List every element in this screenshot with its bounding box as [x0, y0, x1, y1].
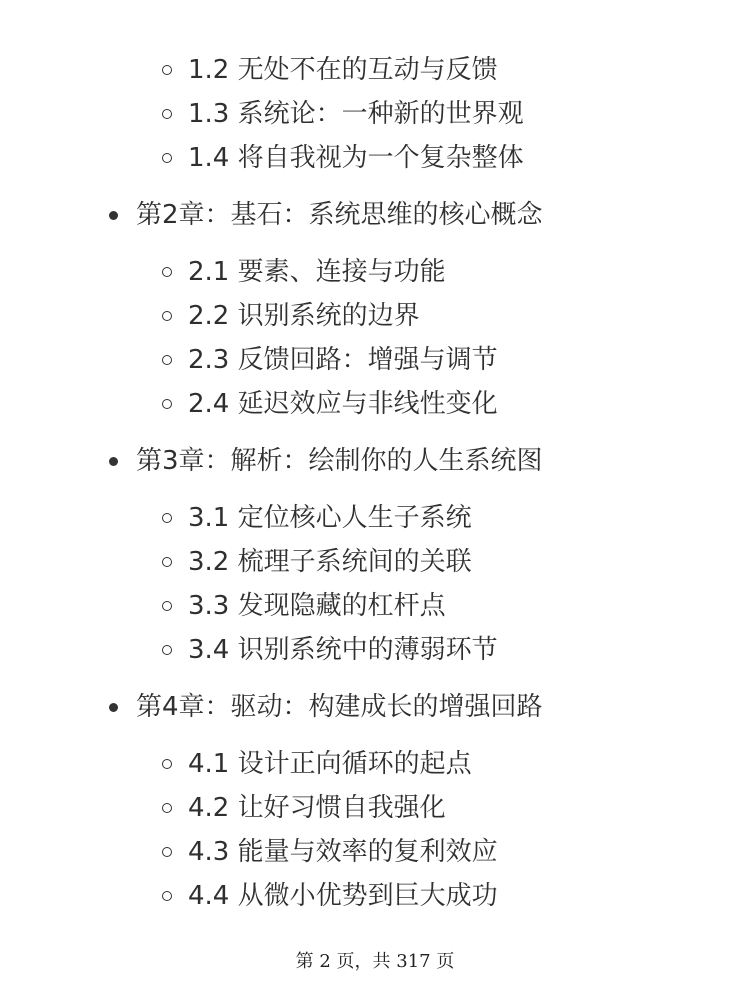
- chapter-title: 第3章：解析：绘制你的人生系统图: [136, 446, 543, 476]
- toc-section-item[interactable]: [0, 294, 750, 338]
- hollow-bullet-icon: [162, 557, 172, 567]
- table-of-contents: [0, 48, 750, 918]
- toc-section-item[interactable]: [0, 92, 750, 136]
- hollow-bullet-icon: [162, 847, 172, 857]
- hollow-bullet-icon: [162, 65, 172, 75]
- toc-section-item[interactable]: [0, 338, 750, 382]
- section-label: 3.2 梳理子系统间的关联: [188, 547, 472, 577]
- toc-section-item[interactable]: [0, 874, 750, 918]
- section-label: 1.3 系统论：一种新的世界观: [188, 99, 524, 129]
- section-label: 3.3 发现隐藏的杠杆点: [188, 591, 446, 621]
- chapter-3-section-list: [0, 496, 750, 672]
- hollow-bullet-icon: [162, 759, 172, 769]
- toc-chapter-item[interactable]: [0, 186, 750, 244]
- hollow-bullet-icon: [162, 891, 172, 901]
- chapter-1-section-list: [0, 48, 750, 180]
- chapter-title: 第2章：基石：系统思维的核心概念: [136, 200, 543, 230]
- section-label: 2.4 延迟效应与非线性变化: [188, 389, 498, 419]
- chapter-title: 第4章：驱动：构建成长的增强回路: [136, 692, 543, 722]
- toc-section-item[interactable]: [0, 136, 750, 180]
- toc-section-item[interactable]: [0, 628, 750, 672]
- hollow-bullet-icon: [162, 513, 172, 523]
- toc-section-item[interactable]: [0, 830, 750, 874]
- section-label: 3.4 识别系统中的薄弱环节: [188, 635, 498, 665]
- section-label: 2.1 要素、连接与功能: [188, 257, 446, 287]
- solid-bullet-icon: [109, 457, 118, 466]
- solid-bullet-icon: [109, 703, 118, 712]
- chapter-2-section-list: [0, 250, 750, 426]
- hollow-bullet-icon: [162, 311, 172, 321]
- section-label: 3.1 定位核心人生子系统: [188, 503, 472, 533]
- hollow-bullet-icon: [162, 109, 172, 119]
- hollow-bullet-icon: [162, 153, 172, 163]
- page-indicator: 第 2 页，共 317 页: [295, 951, 455, 972]
- section-label: 1.2 无处不在的互动与反馈: [188, 55, 498, 85]
- section-label: 2.3 反馈回路：增强与调节: [188, 345, 498, 375]
- toc-section-item[interactable]: [0, 584, 750, 628]
- section-label: 4.1 设计正向循环的起点: [188, 749, 472, 779]
- hollow-bullet-icon: [162, 399, 172, 409]
- toc-chapter-item[interactable]: [0, 678, 750, 736]
- toc-section-item[interactable]: [0, 496, 750, 540]
- section-label: 2.2 识别系统的边界: [188, 301, 420, 331]
- chapter-4-section-list: [0, 742, 750, 918]
- toc-section-item[interactable]: [0, 250, 750, 294]
- hollow-bullet-icon: [162, 267, 172, 277]
- toc-section-item[interactable]: [0, 786, 750, 830]
- section-label: 4.3 能量与效率的复利效应: [188, 837, 498, 867]
- section-label: 4.4 从微小优势到巨大成功: [188, 881, 498, 911]
- toc-chapter-item[interactable]: [0, 432, 750, 490]
- hollow-bullet-icon: [162, 601, 172, 611]
- solid-bullet-icon: [109, 211, 118, 220]
- hollow-bullet-icon: [162, 645, 172, 655]
- section-label: 1.4 将自我视为一个复杂整体: [188, 143, 524, 173]
- toc-section-item[interactable]: [0, 742, 750, 786]
- hollow-bullet-icon: [162, 803, 172, 813]
- toc-section-item[interactable]: [0, 48, 750, 92]
- toc-section-item[interactable]: [0, 540, 750, 584]
- hollow-bullet-icon: [162, 355, 172, 365]
- section-label: 4.2 让好习惯自我强化: [188, 793, 446, 823]
- toc-section-item[interactable]: [0, 382, 750, 426]
